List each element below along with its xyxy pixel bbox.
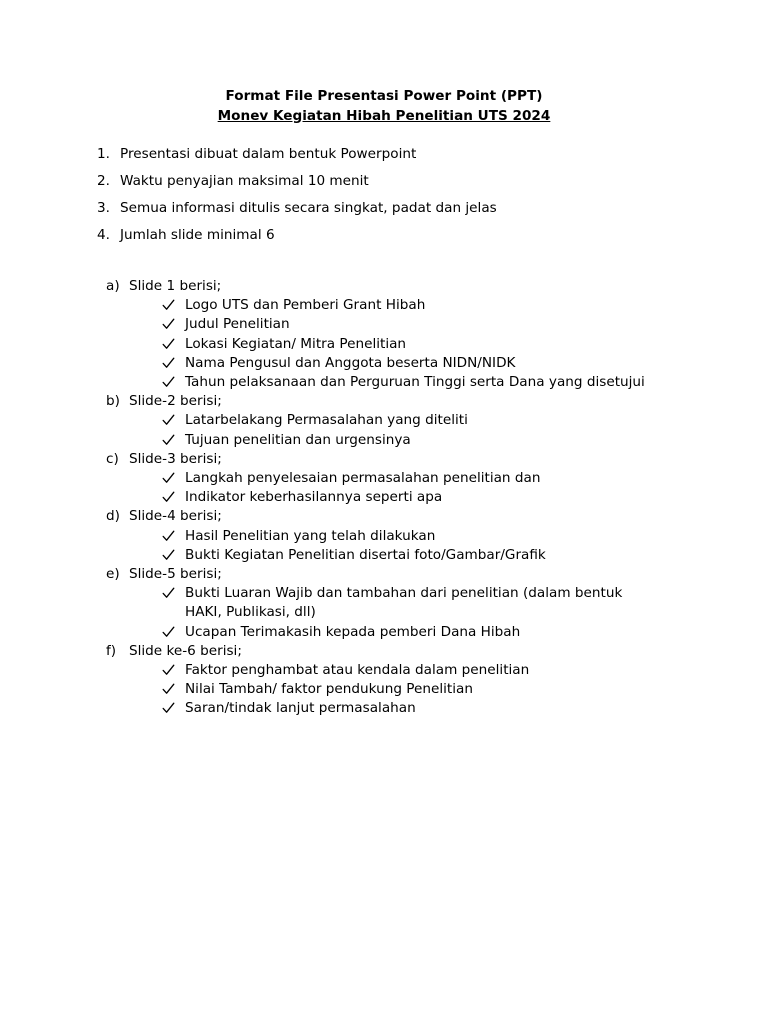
document-header xyxy=(0,87,768,126)
slide-section xyxy=(106,507,666,565)
slide-heading xyxy=(106,277,666,296)
checklist-item xyxy=(106,661,666,680)
checklist-item xyxy=(106,527,666,546)
checklist-item xyxy=(106,411,666,430)
slide-heading xyxy=(106,565,666,584)
slide-label: Slide 1 berisi; xyxy=(129,278,222,294)
checklist-item xyxy=(106,584,666,622)
checkmark-icon xyxy=(162,411,176,430)
slide-label: Slide ke-6 berisi; xyxy=(129,642,242,659)
checkmark-icon xyxy=(162,699,176,718)
checklist-item xyxy=(106,546,666,565)
slide-section xyxy=(106,392,666,450)
checkmark-icon xyxy=(162,335,176,354)
slide-heading xyxy=(106,507,666,526)
slide-letter: e) xyxy=(106,565,120,582)
checklist-item xyxy=(106,431,666,450)
slide-label: Slide-3 berisi; xyxy=(129,450,222,467)
slide-section xyxy=(106,277,666,392)
checkmark-icon xyxy=(162,584,176,603)
slide-label: Slide-4 berisi; xyxy=(129,508,222,525)
list-item-text: Waktu penyajian maksimal 10 menit xyxy=(120,173,369,189)
slide-label: Slide-5 berisi; xyxy=(129,565,222,582)
checklist xyxy=(106,296,666,392)
checklist-item xyxy=(106,699,666,718)
checklist-item-text: Faktor penghambat atau kendala dalam penelitian xyxy=(185,661,530,678)
list-item-text: Semua informasi ditulis secara singkat, padat dan jelas xyxy=(120,200,497,216)
slide-letter: c) xyxy=(106,450,119,467)
checkmark-icon xyxy=(162,623,176,642)
checklist-item xyxy=(106,680,666,699)
list-number: 2. xyxy=(97,173,110,189)
checklist-item xyxy=(106,354,666,373)
checklist-item-text: Tujuan penelitian dan urgensinya xyxy=(185,431,411,448)
slide-letter: f) xyxy=(106,642,117,659)
checklist-item xyxy=(106,373,666,392)
checklist-item-text: Bukti Luaran Wajib dan tambahan dari penelitian (dalam bentuk HAKI, Publikasi, dll) xyxy=(185,585,623,621)
list-number: 4. xyxy=(97,227,110,243)
checklist-item-text: Lokasi Kegiatan/ Mitra Penelitian xyxy=(185,335,407,352)
checkmark-icon xyxy=(162,661,176,680)
checklist-item xyxy=(106,488,666,507)
checklist-item-text: Tahun pelaksanaan dan Perguruan Tinggi serta Dana yang disetujui xyxy=(185,374,645,390)
list-number: 3. xyxy=(97,200,110,216)
checkmark-icon xyxy=(162,546,176,565)
checklist-item xyxy=(106,469,666,488)
checklist-item-text: Langkah penyelesaian permasalahan penelitian dan xyxy=(185,469,541,486)
slide-letter: a) xyxy=(106,278,120,294)
slide-section xyxy=(106,450,666,508)
checkmark-icon xyxy=(162,469,176,488)
slide-heading xyxy=(106,642,666,661)
checkmark-icon xyxy=(162,315,176,334)
checklist xyxy=(106,411,666,449)
checklist-item-text: Bukti Kegiatan Penelitian disertai foto/Gambar/Grafik xyxy=(185,546,546,563)
slide-section xyxy=(106,642,666,719)
checkmark-icon xyxy=(162,680,176,699)
checklist-item-text: Latarbelakang Permasalahan yang diteliti xyxy=(185,412,468,429)
slide-section xyxy=(106,565,666,642)
slides-list xyxy=(106,277,666,719)
checklist xyxy=(106,584,666,642)
checkmark-icon xyxy=(162,354,176,373)
checklist-item-text: Judul Penelitian xyxy=(185,316,290,333)
checklist xyxy=(106,527,666,565)
checklist-item-text: Saran/tindak lanjut permasalahan xyxy=(185,700,416,717)
checklist-item xyxy=(106,315,666,334)
document-title: Format File Presentasi Power Point (PPT) xyxy=(225,88,543,104)
document-subtitle: Monev Kegiatan Hibah Penelitian UTS 2024 xyxy=(217,107,551,124)
checkmark-icon xyxy=(162,296,176,315)
checkmark-icon xyxy=(162,431,176,450)
slide-heading xyxy=(106,450,666,469)
checklist-item-text: Logo UTS dan Pemberi Grant Hibah xyxy=(185,297,426,314)
checklist-item-text: Indikator keberhasilannya seperti apa xyxy=(185,489,443,506)
checkmark-icon xyxy=(162,527,176,546)
checklist xyxy=(106,469,666,507)
checkmark-icon xyxy=(162,488,176,507)
checklist-item xyxy=(106,623,666,642)
slide-letter: b) xyxy=(106,393,120,410)
slide-heading xyxy=(106,392,666,411)
checklist-item-text: Nama Pengusul dan Anggota beserta NIDN/NIDK xyxy=(185,354,516,371)
checklist-item-text: Nilai Tambah/ faktor pendukung Penelitian xyxy=(185,681,473,698)
checklist-item xyxy=(106,296,666,315)
checklist-item-text: Hasil Penelitian yang telah dilakukan xyxy=(185,527,436,544)
list-item-text: Presentasi dibuat dalam bentuk Powerpoint xyxy=(120,146,417,162)
slide-letter: d) xyxy=(106,508,120,525)
list-number: 1. xyxy=(97,146,110,162)
checklist xyxy=(106,661,666,719)
checkmark-icon xyxy=(162,373,176,392)
slide-label: Slide-2 berisi; xyxy=(129,393,222,410)
checklist-item xyxy=(106,335,666,354)
list-item-text: Jumlah slide minimal 6 xyxy=(120,227,275,243)
checklist-item-text: Ucapan Terimakasih kepada pemberi Dana Hibah xyxy=(185,623,521,640)
